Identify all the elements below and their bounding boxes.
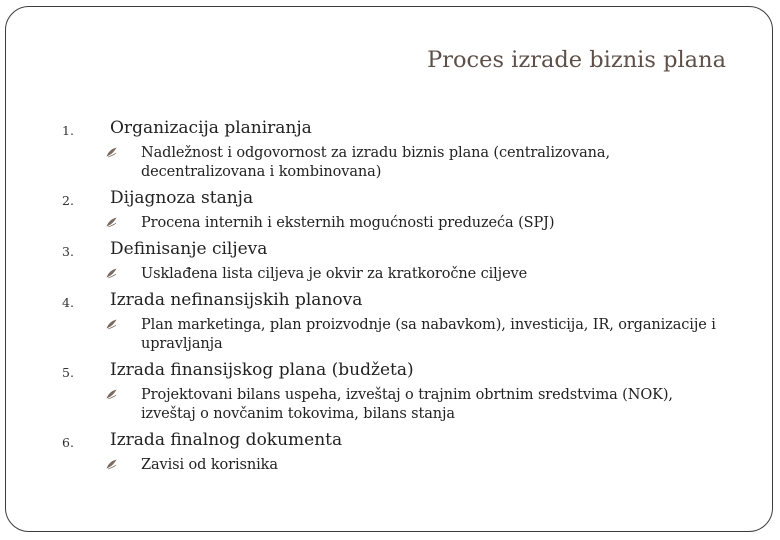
flourish-bullet-icon [106,319,117,330]
flourish-bullet-icon [106,268,117,279]
flourish-bullet-icon [106,389,117,400]
slide-frame [5,6,773,532]
item-heading: Izrada finalnog dokumenta [110,430,343,450]
item-number: 2. [62,193,74,208]
item-detail: Zavisi od korisnika [141,457,278,473]
process-list [6,7,772,531]
item-heading: Izrada nefinansijskih planova [110,290,363,310]
slide-title: Proces izrade biznis plana [427,47,726,73]
item-heading: Organizacija planiranja [110,118,312,138]
item-detail: Usklađena lista ciljeva je okvir za kratkoročne ciljeve [141,266,528,282]
item-detail: Plan marketinga, plan proizvodnje (sa nabavkom), investicija, IR, organizacije i upravljanja [141,317,716,352]
item-number: 6. [62,435,74,450]
item-heading: Dijagnoza stanja [110,188,254,208]
item-heading: Definisanje ciljeva [110,239,268,259]
flourish-bullet-icon [106,459,117,470]
flourish-bullet-icon [106,217,117,228]
item-number: 3. [62,244,74,259]
item-detail: Procena internih i eksternih mogućnosti preduzeća (SPJ) [141,215,555,231]
item-heading: Izrada finansijskog plana (budžeta) [110,360,414,380]
item-number: 4. [62,295,74,310]
item-number: 1. [62,123,74,138]
item-detail: Nadležnost i odgovornost za izradu biznis plana (centralizovana, decentralizovana i kombinovana) [141,145,610,180]
item-detail: Projektovani bilans uspeha, izveštaj o trajnim obrtnim sredstvima (NOK), izveštaj o novčanim tokovima, bilans stanja [141,387,673,422]
item-number: 5. [62,365,74,380]
flourish-bullet-icon [106,147,117,158]
